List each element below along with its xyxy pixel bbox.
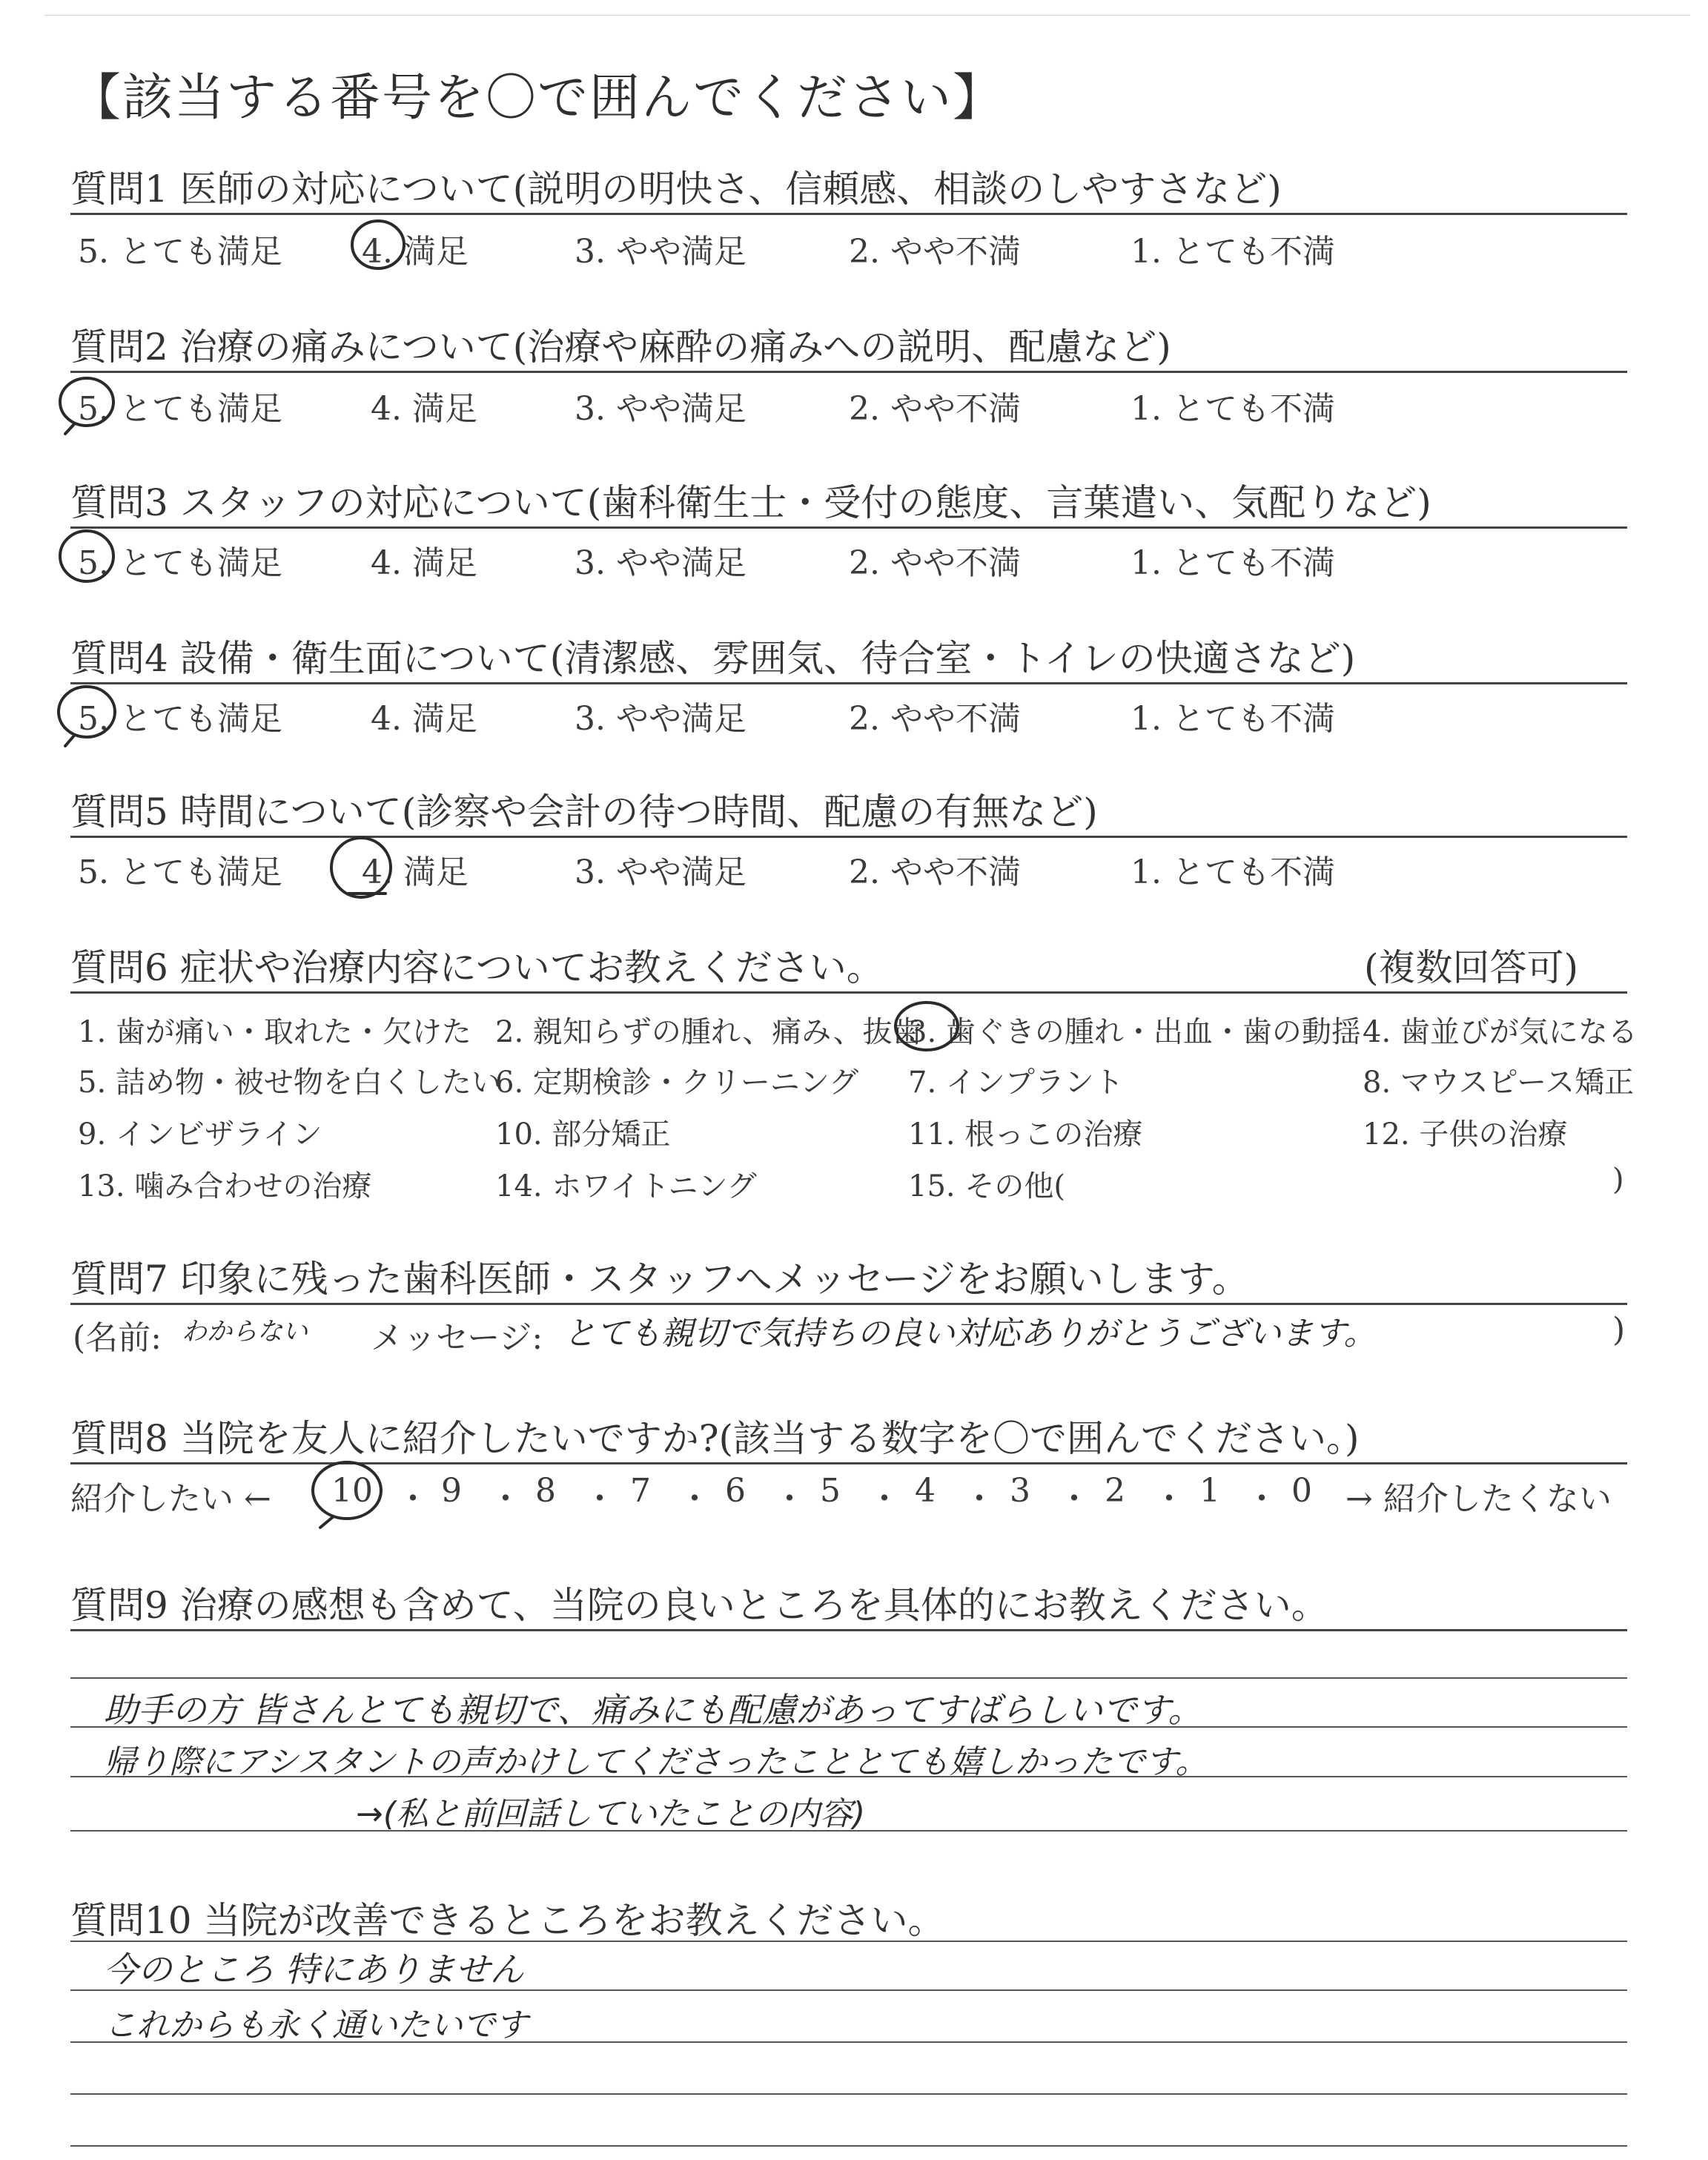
q8-dot: ・ — [1153, 1480, 1185, 1518]
q9-answer-line-3[interactable]: →(私と前回話していたことの内容) — [356, 1795, 866, 1833]
q6-option-13[interactable]: 13. 噛み合わせの治療 — [78, 1169, 372, 1203]
q8-dot: ・ — [397, 1480, 429, 1518]
question-1-label: 質問1 医師の対応について(説明の明快さ、信頼感、相談のしやすさなど) — [70, 168, 1282, 211]
q7-message-label: メッセージ: — [371, 1319, 543, 1357]
q10-answer-line — [70, 1941, 1627, 1942]
question-2-rule — [70, 371, 1627, 373]
q10-answer-line — [70, 2093, 1627, 2095]
q6-option-14[interactable]: 14. ホワイトニング — [495, 1169, 757, 1203]
q5-option-2[interactable]: 2. やや不満 — [849, 853, 1021, 891]
q5-option-5[interactable]: 5. とても満足 — [78, 853, 282, 891]
q3-option-1[interactable]: 1. とても不満 — [1131, 544, 1335, 582]
q8-left-label: 紹介したい ← — [70, 1480, 271, 1518]
q8-dot: ・ — [583, 1480, 616, 1518]
q8-right-label: → 紹介したくない — [1345, 1480, 1612, 1518]
q8-scale-6[interactable]: 6 — [725, 1472, 746, 1510]
q8-dot: ・ — [1245, 1480, 1278, 1518]
question-5-label: 質問5 時間について(診察や会計の待つ時間、配慮の有無など) — [70, 790, 1098, 833]
q4-option-2[interactable]: 2. やや不満 — [849, 700, 1021, 738]
q2-option-4[interactable]: 4. 満足 — [371, 390, 477, 428]
q1-option-5[interactable]: 5. とても満足 — [78, 233, 282, 271]
q7-message-value[interactable]: とても親切で気持ちの良い対応ありがとうございます。 — [563, 1315, 1377, 1353]
q4-option-4[interactable]: 4. 満足 — [371, 700, 477, 738]
q8-dot: ・ — [1058, 1480, 1090, 1518]
q6-option-7[interactable]: 7. インプラント — [908, 1066, 1124, 1100]
question-9-label: 質問9 治療の感想も含めて、当院の良いところを具体的にお教えください。 — [70, 1584, 1328, 1627]
q9-answer-line-2[interactable]: 帰り際にアシスタントの声かけしてくださったこととても嬉しかったです。 — [104, 1743, 1208, 1781]
q2-option-2[interactable]: 2. やや不満 — [849, 390, 1021, 428]
q8-dot: ・ — [868, 1480, 901, 1518]
q9-answer-line — [70, 1677, 1627, 1679]
question-7-rule — [70, 1303, 1627, 1305]
q2-option-3[interactable]: 3. やや満足 — [575, 390, 747, 428]
question-7-label: 質問7 印象に残った歯科医師・スタッフへメッセージをお願いします。 — [70, 1258, 1249, 1301]
question-6-rule — [70, 991, 1627, 994]
q2-circle-tail — [65, 424, 74, 434]
q6-option-10[interactable]: 10. 部分矯正 — [495, 1117, 671, 1152]
question-4-label: 質問4 設備・衛生面について(清潔感、雰囲気、待合室・トイレの快適さなど) — [70, 637, 1356, 680]
q8-scale-9[interactable]: 9 — [441, 1472, 462, 1510]
question-5-rule — [70, 836, 1627, 838]
question-1-rule — [70, 213, 1627, 215]
q8-dot: ・ — [489, 1480, 522, 1518]
q6-option-4[interactable]: 4. 歯並びが気になる — [1363, 1015, 1638, 1049]
q8-scale-3[interactable]: 3 — [1010, 1472, 1030, 1510]
q5-option-1[interactable]: 1. とても不満 — [1131, 853, 1335, 891]
question-3-rule — [70, 526, 1627, 529]
q6-option-11[interactable]: 11. 根っこの治療 — [908, 1117, 1143, 1152]
q6-option-8[interactable]: 8. マウスピース矯正 — [1363, 1066, 1635, 1100]
q2-option-1[interactable]: 1. とても不満 — [1131, 390, 1335, 428]
question-6-note: (複数回答可) — [1364, 946, 1579, 989]
q4-circle-tail — [65, 736, 74, 746]
q5-option-3[interactable]: 3. やや満足 — [575, 853, 747, 891]
q8-scale-4[interactable]: 4 — [915, 1472, 936, 1510]
q6-option-5[interactable]: 5. 詰め物・被せ物を白くしたい — [78, 1066, 501, 1100]
q8-scale-5[interactable]: 5 — [820, 1472, 841, 1510]
q8-scale-0[interactable]: 0 — [1291, 1472, 1312, 1510]
q1-option-1[interactable]: 1. とても不満 — [1131, 233, 1335, 271]
q6-option-3[interactable]: 3. 歯ぐきの腫れ・出血・歯の動揺 — [908, 1015, 1361, 1049]
question-10-label: 質問10 当院が改善できるところをお教えください。 — [70, 1899, 945, 1942]
q6-option-15-close: ) — [1612, 1163, 1624, 1197]
question-2-label: 質問2 治療の痛みについて(治療や麻酔の痛みへの説明、配慮など) — [70, 326, 1171, 369]
q8-dot: ・ — [773, 1480, 806, 1518]
q10-answer-line — [70, 2145, 1627, 2147]
q6-option-15[interactable]: 15. その他( — [908, 1169, 1065, 1203]
question-4-rule — [70, 682, 1627, 684]
q6-option-12[interactable]: 12. 子供の治療 — [1363, 1117, 1568, 1152]
question-6-label: 質問6 症状や治療内容についてお教えください。 — [70, 946, 884, 989]
q6-option-2[interactable]: 2. 親知らずの腫れ、痛み、抜歯 — [495, 1015, 922, 1049]
question-3-label: 質問3 スタッフの対応について(歯科衛生士・受付の態度、言葉遣い、気配りなど) — [70, 481, 1431, 524]
q2-option-5[interactable]: 5. とても満足 — [78, 390, 282, 428]
q1-option-4[interactable]: 4. 満足 — [362, 233, 469, 271]
q4-option-3[interactable]: 3. やや満足 — [575, 700, 747, 738]
q4-option-1[interactable]: 1. とても不満 — [1131, 700, 1335, 738]
q3-option-2[interactable]: 2. やや不満 — [849, 544, 1021, 582]
q8-dot: ・ — [678, 1480, 711, 1518]
q8-dot: ・ — [963, 1480, 996, 1518]
question-9-rule — [70, 1629, 1627, 1631]
q9-answer-line-1[interactable]: 助手の方 皆さんとても親切で、痛みにも配慮があってすばらしいです。 — [104, 1690, 1202, 1730]
q1-option-2[interactable]: 2. やや不満 — [849, 233, 1021, 271]
q8-scale-2[interactable]: 2 — [1105, 1472, 1125, 1510]
top-border — [44, 15, 1690, 16]
q5-option-4[interactable]: 4. 満足 — [362, 853, 469, 891]
q8-circle-tail — [320, 1516, 334, 1527]
q7-close-paren: ) — [1612, 1311, 1626, 1349]
page-title: 【該当する番号を〇で囲んでください】 — [70, 69, 1005, 128]
q4-option-5[interactable]: 5. とても満足 — [78, 700, 282, 738]
question-8-label: 質問8 当院を友人に紹介したいですか?(該当する数字を〇で囲んでください。) — [70, 1417, 1360, 1460]
q6-option-6[interactable]: 6. 定期検診・クリーニング — [495, 1066, 859, 1100]
q3-option-5[interactable]: 5. とても満足 — [78, 544, 282, 582]
q8-scale-10[interactable]: 10 — [331, 1472, 373, 1510]
q6-option-1[interactable]: 1. 歯が痛い・取れた・欠けた — [78, 1015, 471, 1049]
q7-name-value[interactable]: わからない — [182, 1317, 308, 1347]
q6-option-9[interactable]: 9. インビザライン — [78, 1117, 322, 1152]
q1-option-3[interactable]: 3. やや満足 — [575, 233, 747, 271]
q3-option-3[interactable]: 3. やや満足 — [575, 544, 747, 582]
q10-answer-line-1[interactable]: 今のところ 特にありません — [104, 1949, 524, 1989]
q7-name-label: (名前: — [73, 1319, 162, 1357]
q10-answer-line-2[interactable]: これからも永く通いたいです — [104, 2007, 528, 2044]
question-8-rule — [70, 1462, 1627, 1464]
q8-scale-1[interactable]: 1 — [1199, 1472, 1220, 1510]
q3-option-4[interactable]: 4. 満足 — [371, 544, 477, 582]
q8-scale-7[interactable]: 7 — [630, 1472, 651, 1510]
q8-scale-8[interactable]: 8 — [535, 1472, 556, 1510]
